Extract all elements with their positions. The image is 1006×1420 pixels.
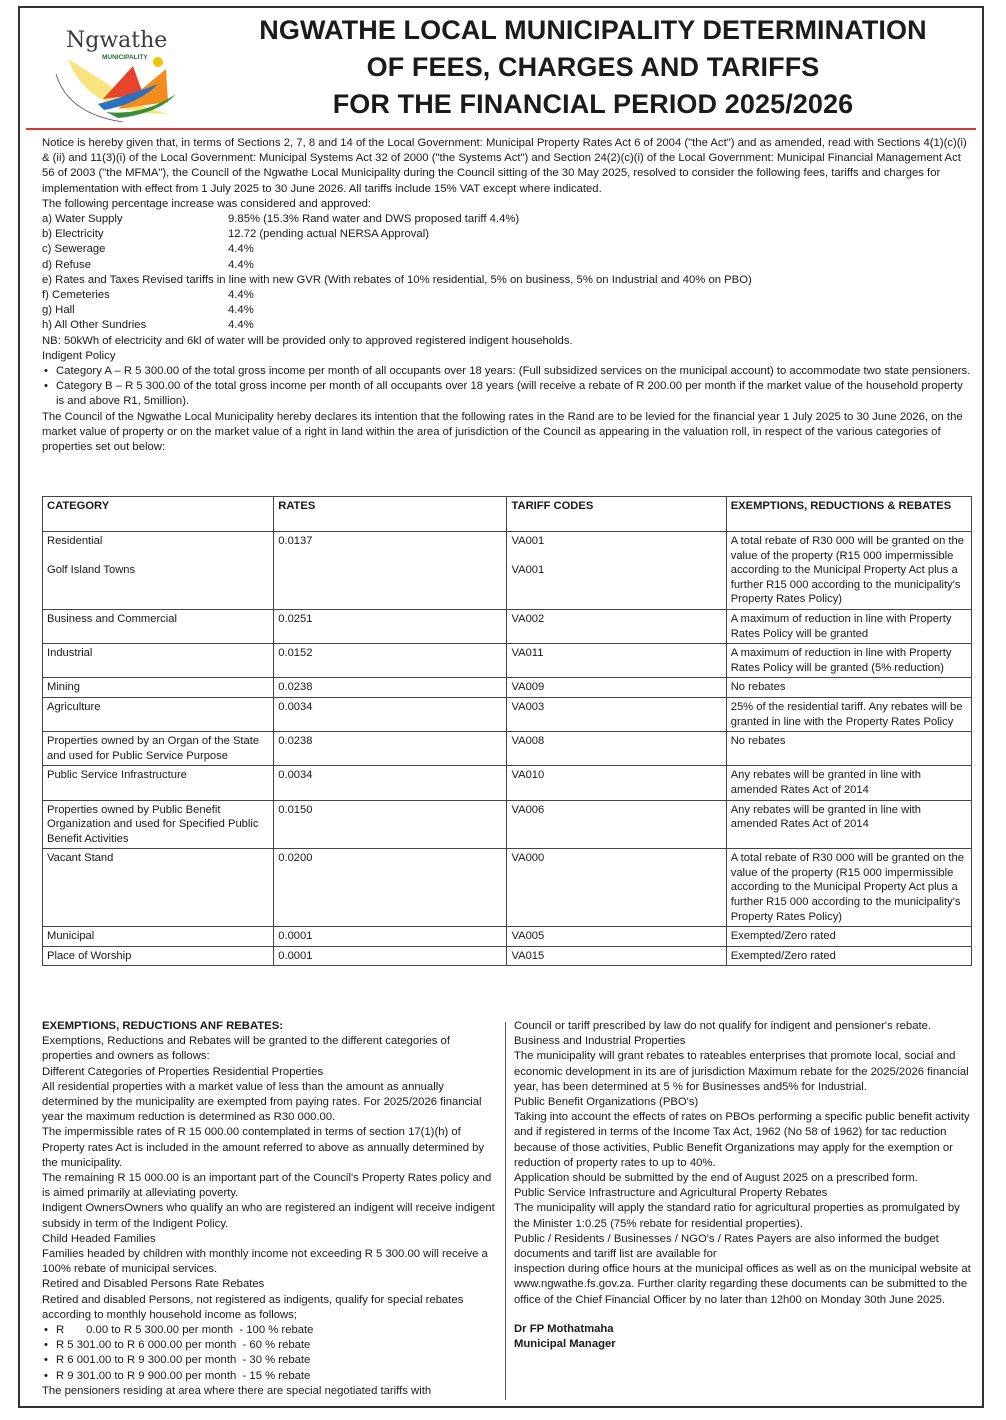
rates-table [42,496,972,966]
paragraph: The remaining R 15 000.00 is an important part of the Council's Property Rates policy and is aimed primarily at alleviating poverty. [42,1172,492,1200]
cell-tariff-code: VA006 [507,800,726,849]
paragraph: Indigent OwnersOwners who qualify an who are registered an indigent will receive indigent subsidy in term of the Indigent Policy. [42,1202,495,1230]
increase-item: d) Refuse 4.4% [42,258,254,271]
cell-rate: 0.0001 [274,946,507,966]
cell-category: Vacant Stand [43,849,274,927]
increase-intro: The following percentage increase was considered and approved: [42,197,372,210]
paragraph: The impermissible rates of R 15 000.00 contemplated in terms of section 17(1)(h) of Property rates Act is included in the amount referred to above as annually determined by the municipality. [42,1126,485,1169]
increase-list-2 [42,288,972,334]
notice-intro: Notice is hereby given that, in terms of Sections 2, 7, 8 and 14 of the Local Government: Municipal Property Rates Act 6 of 2004 ("the Act") and as amended, read with Sections 4(1)(c)(i) & (ii) and 11(3)(i) of the Local Government: Municipal Systems Act 32 of 2000 ("the Systems Act") and Section 24(2)(c)(i) of the Local Government: Municipal Financial Management Act 56 of 2003 ("the MFMA"), the Council of the Ngwathe Local Municipality during the Council sitting of the 30 May 2025, resolved to consider the following fees, tariffs and charges for implementation with effect from 1 July 2025 to 30 June 2026. All tariffs include 15% VAT except where indicated. [42,137,967,195]
paragraph: Council or tariff prescribed by law do not qualify for indigent and pensioner's rebate. [514,1020,932,1032]
cell-tariff-code: VA008 [507,732,726,766]
cell-exemption: Exempted/Zero rated [726,946,971,966]
page-title [208,12,978,123]
cell-exemption: A total rebate of R30 000 will be granted on the value of the property (R15 000 impermissible according to the Municipal Property Act plus a further R15 000 according to the municipality's Property Rates Policy) [726,849,971,927]
cell-category: Residential Golf Island Towns [43,532,274,610]
cell-category: Properties owned by Public Benefit Organization and used for Specified Public Benefit Activities [43,800,274,849]
cell-tariff-code: VA003 [507,697,726,731]
paragraph: Child Headed Families [42,1232,156,1245]
paragraph: Application should be submitted by the end of August 2025 on a prescribed form. [514,1172,918,1185]
exemptions-heading: EXEMPTIONS, REDUCTIONS ANF REBATES: [42,1020,284,1032]
title-line-2: OF FEES, CHARGES AND TARIFFS [366,52,820,82]
cell-rate: 0.0238 [274,732,507,766]
indigent-item: • Category A – R 5 300.00 of the total gross income per month of all occupants over 18 years: (Full subsidized services on the municipal account) to accommodate two state pensioners. [44,365,971,378]
header-tariff-codes: TARIFF CODES [507,497,726,532]
cell-rate: 0.0001 [274,927,507,947]
rates-line: e) Rates and Taxes Revised tariffs in line with new GVR (With rebates of 10% residential, 5% on business, 5% on Industrial and 40% on PBO) [42,273,752,286]
cell-category: Public Service Infrastructure [43,766,274,800]
paragraph: The municipality will grant rebates to rateables enterprises that promote local, social and economic development in its are of jurisdiction Maximum rebate for the 2025/2026 financial year, has been determined at 5 % for Businesses and5% for Industrial. [514,1050,969,1093]
cell-category: Business and Commercial [43,609,274,643]
cell-exemption: A maximum of reduction in line with Property Rates Policy will be granted [726,609,971,643]
cell-tariff-code: VA001 VA001 [507,532,726,610]
municipality-logo [48,14,198,124]
paragraph: Public Service Infrastructure and Agricultural Property Rebates [514,1187,828,1200]
cell-exemption: Any rebates will be granted in line with amended Rates Act of 2014 [726,766,971,800]
table-row [43,927,972,947]
nb-note: NB: 50kWh of electricity and 6kl of water will be provided only to approved registered indigent households. [42,334,573,347]
paragraph: Different Categories of Properties Residential Properties [42,1065,324,1078]
cell-rate: 0.0200 [274,849,507,927]
cell-tariff-code: VA000 [507,849,726,927]
rebate-item: • R 0.00 to R 5 300.00 per month - 100 % rebate [44,1324,314,1337]
exemptions-column [42,1019,500,1399]
cell-rate: 0.0034 [274,697,507,731]
table-row [43,697,972,731]
table-row [43,532,972,610]
rebate-item: • R 9 301.00 to R 9 900.00 per month - 15 % rebate [44,1369,311,1382]
notice-body [42,136,972,455]
increase-item: c) Sewerage 4.4% [42,243,254,256]
title-line-3: FOR THE FINANCIAL PERIOD 2025/2026 [332,89,854,119]
paragraph: Public / Residents / Businesses / NGO's / Rates Payers are also informed the budget documents and tariff list are available for [514,1232,939,1261]
paragraph: All residential properties with a market value of less than the amount as annually determined by the municipality are exempted from paying rates. For 2025/2026 financial year the maximum reduction is determined as R30 000.00. [42,1080,482,1124]
indigent-title: Indigent Policy [42,349,116,362]
paragraph: The pensioners residing at area where there are special negotiated tariffs with [42,1384,432,1397]
cell-rate: 0.0137 [274,532,507,610]
cell-tariff-code: VA010 [507,766,726,800]
cell-rate: 0.0150 [274,800,507,849]
table-row [43,732,972,766]
cell-exemption: Any rebates will be granted in line with amended Rates Act of 2014 [726,800,971,849]
cell-tariff-code: VA002 [507,609,726,643]
title-line-1: NGWATHE LOCAL MUNICIPALITY DETERMINATION [259,15,927,45]
rebate-item: • R 5 301.00 to R 6 000.00 per month - 60 % rebate [44,1339,311,1352]
cell-category: Place of Worship [43,946,274,966]
cell-exemption: A total rebate of R30 000 will be granted on the value of the property (R15 000 impermissible according to the Municipal Property Act plus a further R15 000 according to the municipality's Property Rates Policy) [726,532,971,610]
paragraph: Public Benefit Organizations (PBO's) [514,1096,699,1109]
notice-page [18,6,984,1408]
cell-category: Industrial [43,644,274,678]
paragraph: Exemptions, Reductions and Rebates will be granted to the different categories of properties and owners as follows: [42,1035,450,1063]
logo-subtext: MUNICIPALITY [102,54,148,61]
paragraph: Business and Industrial Properties [514,1035,686,1048]
cell-category: Agriculture [43,697,274,731]
cell-rate: 0.0238 [274,678,507,698]
cell-exemption: No rebates [726,678,971,698]
column-divider [505,1022,506,1400]
paragraph: The municipality will apply the standard ratio for agricultural properties as promulgated by the Minister 1:0.25 (75% rebate for residential properties). [514,1202,960,1230]
increase-item: g) Hall 4.4% [42,304,254,317]
logo-wordmark: Ngwathe [66,28,168,53]
paragraph: Retired and Disabled Persons Rate Rebates [42,1278,265,1291]
cell-rate: 0.0251 [274,609,507,643]
paragraph: Taking into account the effects of rates on PBOs performing a specific public benefit activity and if registered in terms of the Income Tax Act, 1962 (No 58 of 1962) for tac reduction because of those activities, Public Benefit Organizations may apply for the exemption or reduction of property rates to up to 40%. [514,1111,970,1169]
cell-category: Properties owned by an Organ of the State and used for Public Service Purpose [43,732,274,766]
cell-tariff-code: VA005 [507,927,726,947]
cell-exemption: Exempted/Zero rated [726,927,971,947]
table-row [43,644,972,678]
signatory-title: Municipal Manager [514,1338,616,1351]
cell-rate: 0.0034 [274,766,507,800]
table-body [43,532,972,966]
header-category: CATEGORY [43,497,274,532]
cell-tariff-code: VA015 [507,946,726,966]
cell-rate: 0.0152 [274,644,507,678]
header-divider [26,128,976,130]
increase-item: b) Electricity 12.72 (pending actual NERSA Approval) [42,228,429,241]
cell-exemption: No rebates [726,732,971,766]
paragraph: Retired and disabled Persons, not registered as indigents, qualify for special rebates according to monthly household income as follows; [42,1293,464,1321]
header-rates: RATES [274,497,507,532]
table-row [43,946,972,966]
rebates-column [514,1019,974,1352]
increase-item: h) All Other Sundries 4.4% [42,319,254,332]
indigent-item: • Category B – R 5 300.00 of the total gross income per month of all occupants over 18 years (will receive a rebate of R 200.00 per month if the market value of the household property is and above R1, 5million). [44,380,963,408]
table-row [43,849,972,927]
table-row [43,766,972,800]
increase-item: f) Cemeteries 4.4% [42,289,254,302]
paragraph: Families headed by children with monthly income not exceeding R 5 300.00 will receive a 100% rebate of municipal services. [42,1248,488,1276]
header-exemptions: EXEMPTIONS, REDUCTIONS & REBATES [726,497,971,532]
table-row [43,609,972,643]
table-row [43,678,972,698]
paragraph: inspection during office hours at the municipal offices as well as on the municipal website at www.ngwathe.fs.gov.za. Further clarity regarding these documents can be submitted to the office of the Chief Financial Officer by no later than 12h00 on Monday 30th June 2025. [514,1263,971,1306]
signatory-name: Dr FP Mothatmaha [514,1322,614,1335]
cell-category: Mining [43,678,274,698]
rebate-item: • R 6 001.00 to R 9 300.00 per month - 30 % rebate [44,1354,311,1367]
table-header-row [43,497,972,532]
increase-list [42,212,972,273]
declaration: The Council of the Ngwathe Local Municipality hereby declares its intention that the following rates in the Rand are to be levied for the financial year 1 July 2025 to 30 June 2026, on the market value of property or on the market value of a right in land within the area of jurisdiction of the Council as appearing in the valuation roll, in respect of the various categories of properties set out below: [42,410,963,454]
cell-exemption: A maximum of reduction in line with Property Rates Policy will be granted (5% reduction) [726,644,971,678]
cell-category: Municipal [43,927,274,947]
increase-item: a) Water Supply 9.85% (15.3% Rand water and DWS proposed tariff 4.4%) [42,213,520,226]
cell-exemption: 25% of the residential tariff. Any rebates will be granted in line with the Property Rates Policy [726,697,971,731]
cell-tariff-code: VA011 [507,644,726,678]
cell-tariff-code: VA009 [507,678,726,698]
table-row [43,800,972,849]
